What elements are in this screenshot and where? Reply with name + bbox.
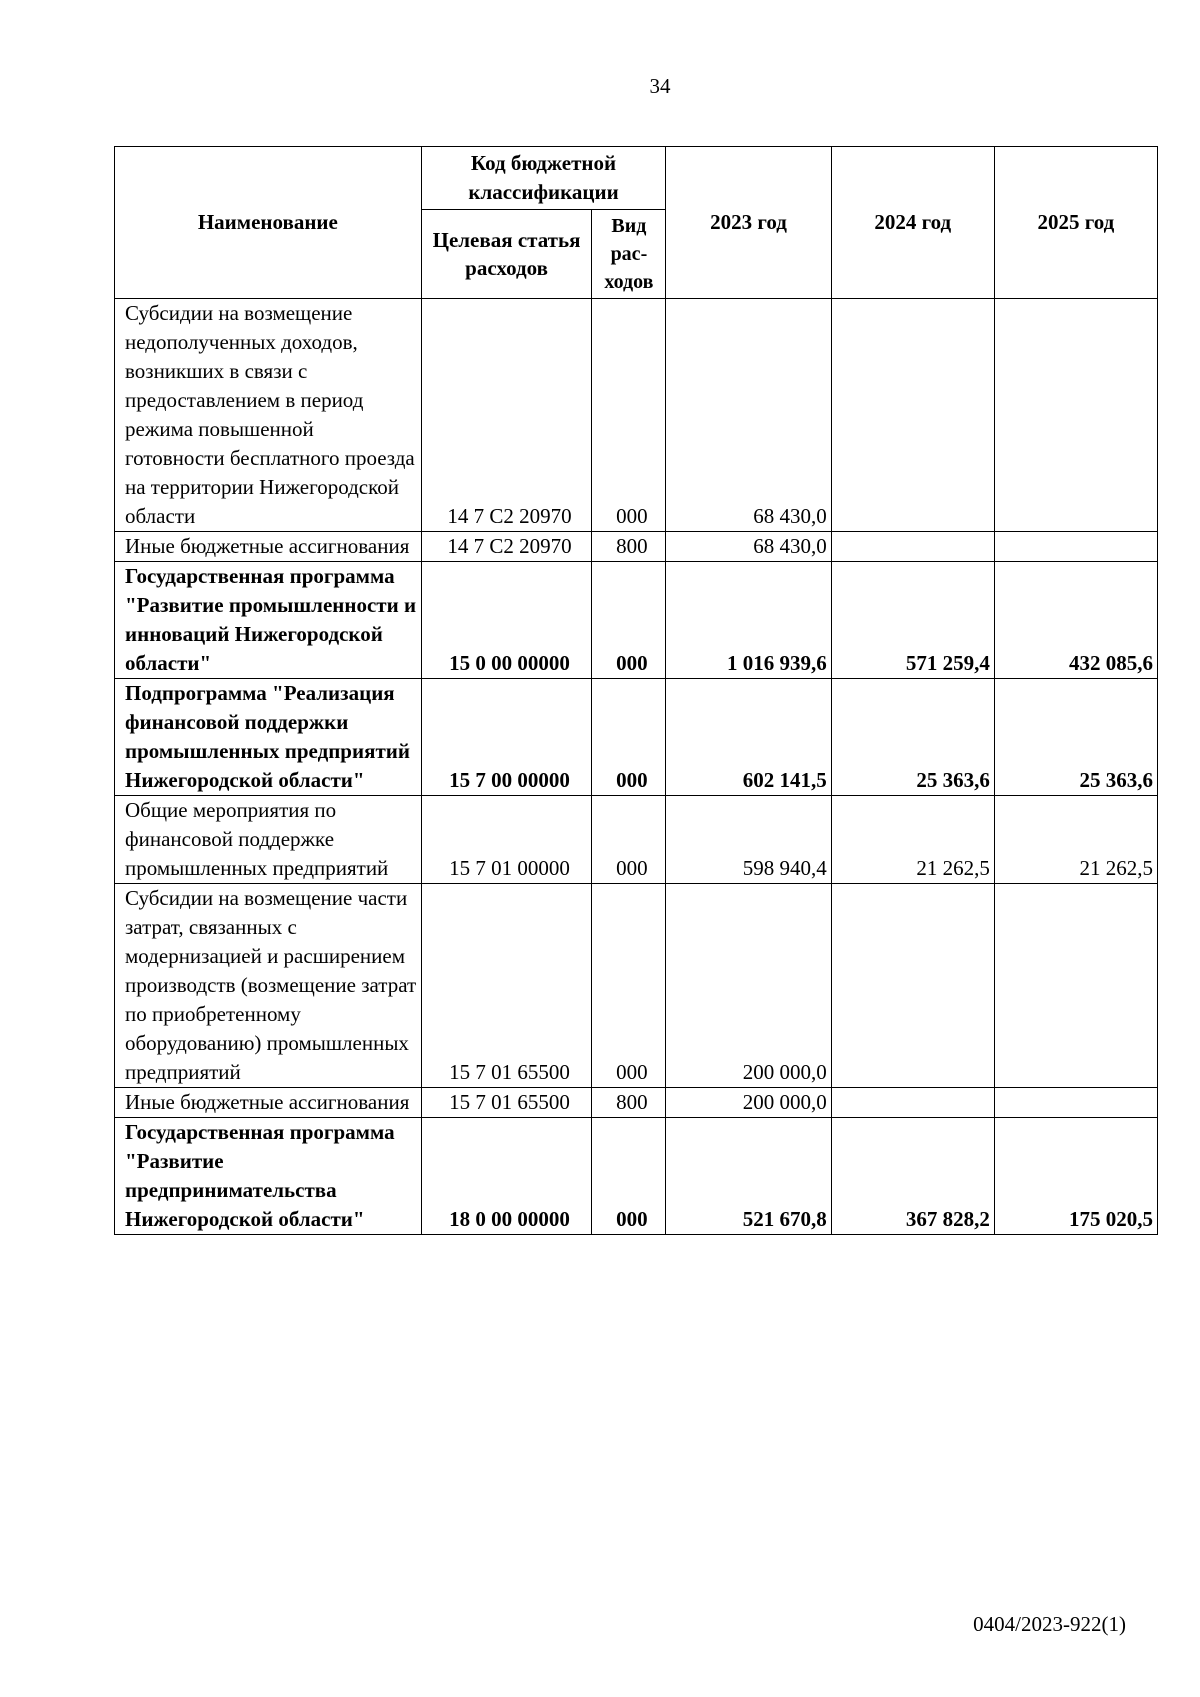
row-2025: 21 262,5 — [994, 796, 1157, 884]
header-2024: 2024 год — [831, 147, 994, 299]
row-kind: 800 — [592, 532, 666, 562]
budget-table-body — [115, 299, 1158, 1235]
row-2025 — [994, 532, 1157, 562]
row-kind: 000 — [592, 796, 666, 884]
table-row — [115, 532, 1158, 562]
header-expense-type: Вид рас-ходов — [592, 210, 666, 299]
row-name: Общие мероприятия по финансовой поддержке промышленных предприятий — [115, 796, 422, 884]
row-code: 15 0 00 00000 — [421, 562, 592, 679]
header-name: Наименование — [115, 147, 422, 299]
row-2024 — [831, 532, 994, 562]
row-kind: 000 — [592, 1118, 666, 1235]
row-2023: 200 000,0 — [666, 1088, 831, 1118]
row-name: Иные бюджетные ассигнования — [115, 532, 422, 562]
row-2025 — [994, 1088, 1157, 1118]
row-code: 18 0 00 00000 — [421, 1118, 592, 1235]
row-2024 — [831, 1088, 994, 1118]
row-name: Государственная программа "Развитие предпринимательства Нижегородской области" — [115, 1118, 422, 1235]
table-row — [115, 796, 1158, 884]
row-kind: 000 — [592, 299, 666, 532]
row-2025 — [994, 299, 1157, 532]
row-name: Субсидии на возмещение части затрат, связанных с модернизацией и расширением производств (возмещение затрат по приобретенному оборудованию) промышленных предприятий — [115, 884, 422, 1088]
row-kind: 000 — [592, 679, 666, 796]
row-code: 15 7 01 00000 — [421, 796, 592, 884]
row-2024: 25 363,6 — [831, 679, 994, 796]
budget-table — [114, 146, 1158, 1235]
row-code: 15 7 01 65500 — [421, 884, 592, 1088]
row-2023: 68 430,0 — [666, 532, 831, 562]
row-2023: 598 940,4 — [666, 796, 831, 884]
document-code: 0404/2023-922(1) — [973, 1612, 1126, 1636]
row-2025: 25 363,6 — [994, 679, 1157, 796]
row-2023: 1 016 939,6 — [666, 562, 831, 679]
row-kind: 000 — [592, 562, 666, 679]
row-code: 14 7 С2 20970 — [421, 532, 592, 562]
row-2024: 367 828,2 — [831, 1118, 994, 1235]
row-2024: 21 262,5 — [831, 796, 994, 884]
header-2023: 2023 год — [666, 147, 831, 299]
row-name: Государственная программа "Развитие промышленности и инноваций Нижегородской области" — [115, 562, 422, 679]
table-row — [115, 679, 1158, 796]
row-name: Иные бюджетные ассигнования — [115, 1088, 422, 1118]
row-2024 — [831, 884, 994, 1088]
row-2025: 175 020,5 — [994, 1118, 1157, 1235]
table-row — [115, 1088, 1158, 1118]
table-row — [115, 884, 1158, 1088]
row-code: 15 7 00 00000 — [421, 679, 592, 796]
table-row — [115, 299, 1158, 532]
header-target-article: Целевая статья расходов — [421, 210, 592, 299]
row-2025 — [994, 884, 1157, 1088]
row-2023: 200 000,0 — [666, 884, 831, 1088]
table-row — [115, 562, 1158, 679]
row-kind: 000 — [592, 884, 666, 1088]
row-code: 14 7 С2 20970 — [421, 299, 592, 532]
row-2023: 602 141,5 — [666, 679, 831, 796]
table-row — [115, 1118, 1158, 1235]
row-code: 15 7 01 65500 — [421, 1088, 592, 1118]
header-code-group: Код бюджетной классификации — [421, 147, 666, 210]
header-2025: 2025 год — [994, 147, 1157, 299]
row-2025: 432 085,6 — [994, 562, 1157, 679]
row-2023: 521 670,8 — [666, 1118, 831, 1235]
row-2024: 571 259,4 — [831, 562, 994, 679]
row-name: Подпрограмма "Реализация финансовой поддержки промышленных предприятий Нижегородской области" — [115, 679, 422, 796]
row-name: Субсидии на возмещение недополученных доходов, возникших в связи с предоставлением в период режима повышенной готовности бесплатного проезда на территории Нижегородской области — [115, 299, 422, 532]
row-2024 — [831, 299, 994, 532]
row-2023: 68 430,0 — [666, 299, 831, 532]
page-number: 34 — [649, 74, 671, 98]
row-kind: 800 — [592, 1088, 666, 1118]
